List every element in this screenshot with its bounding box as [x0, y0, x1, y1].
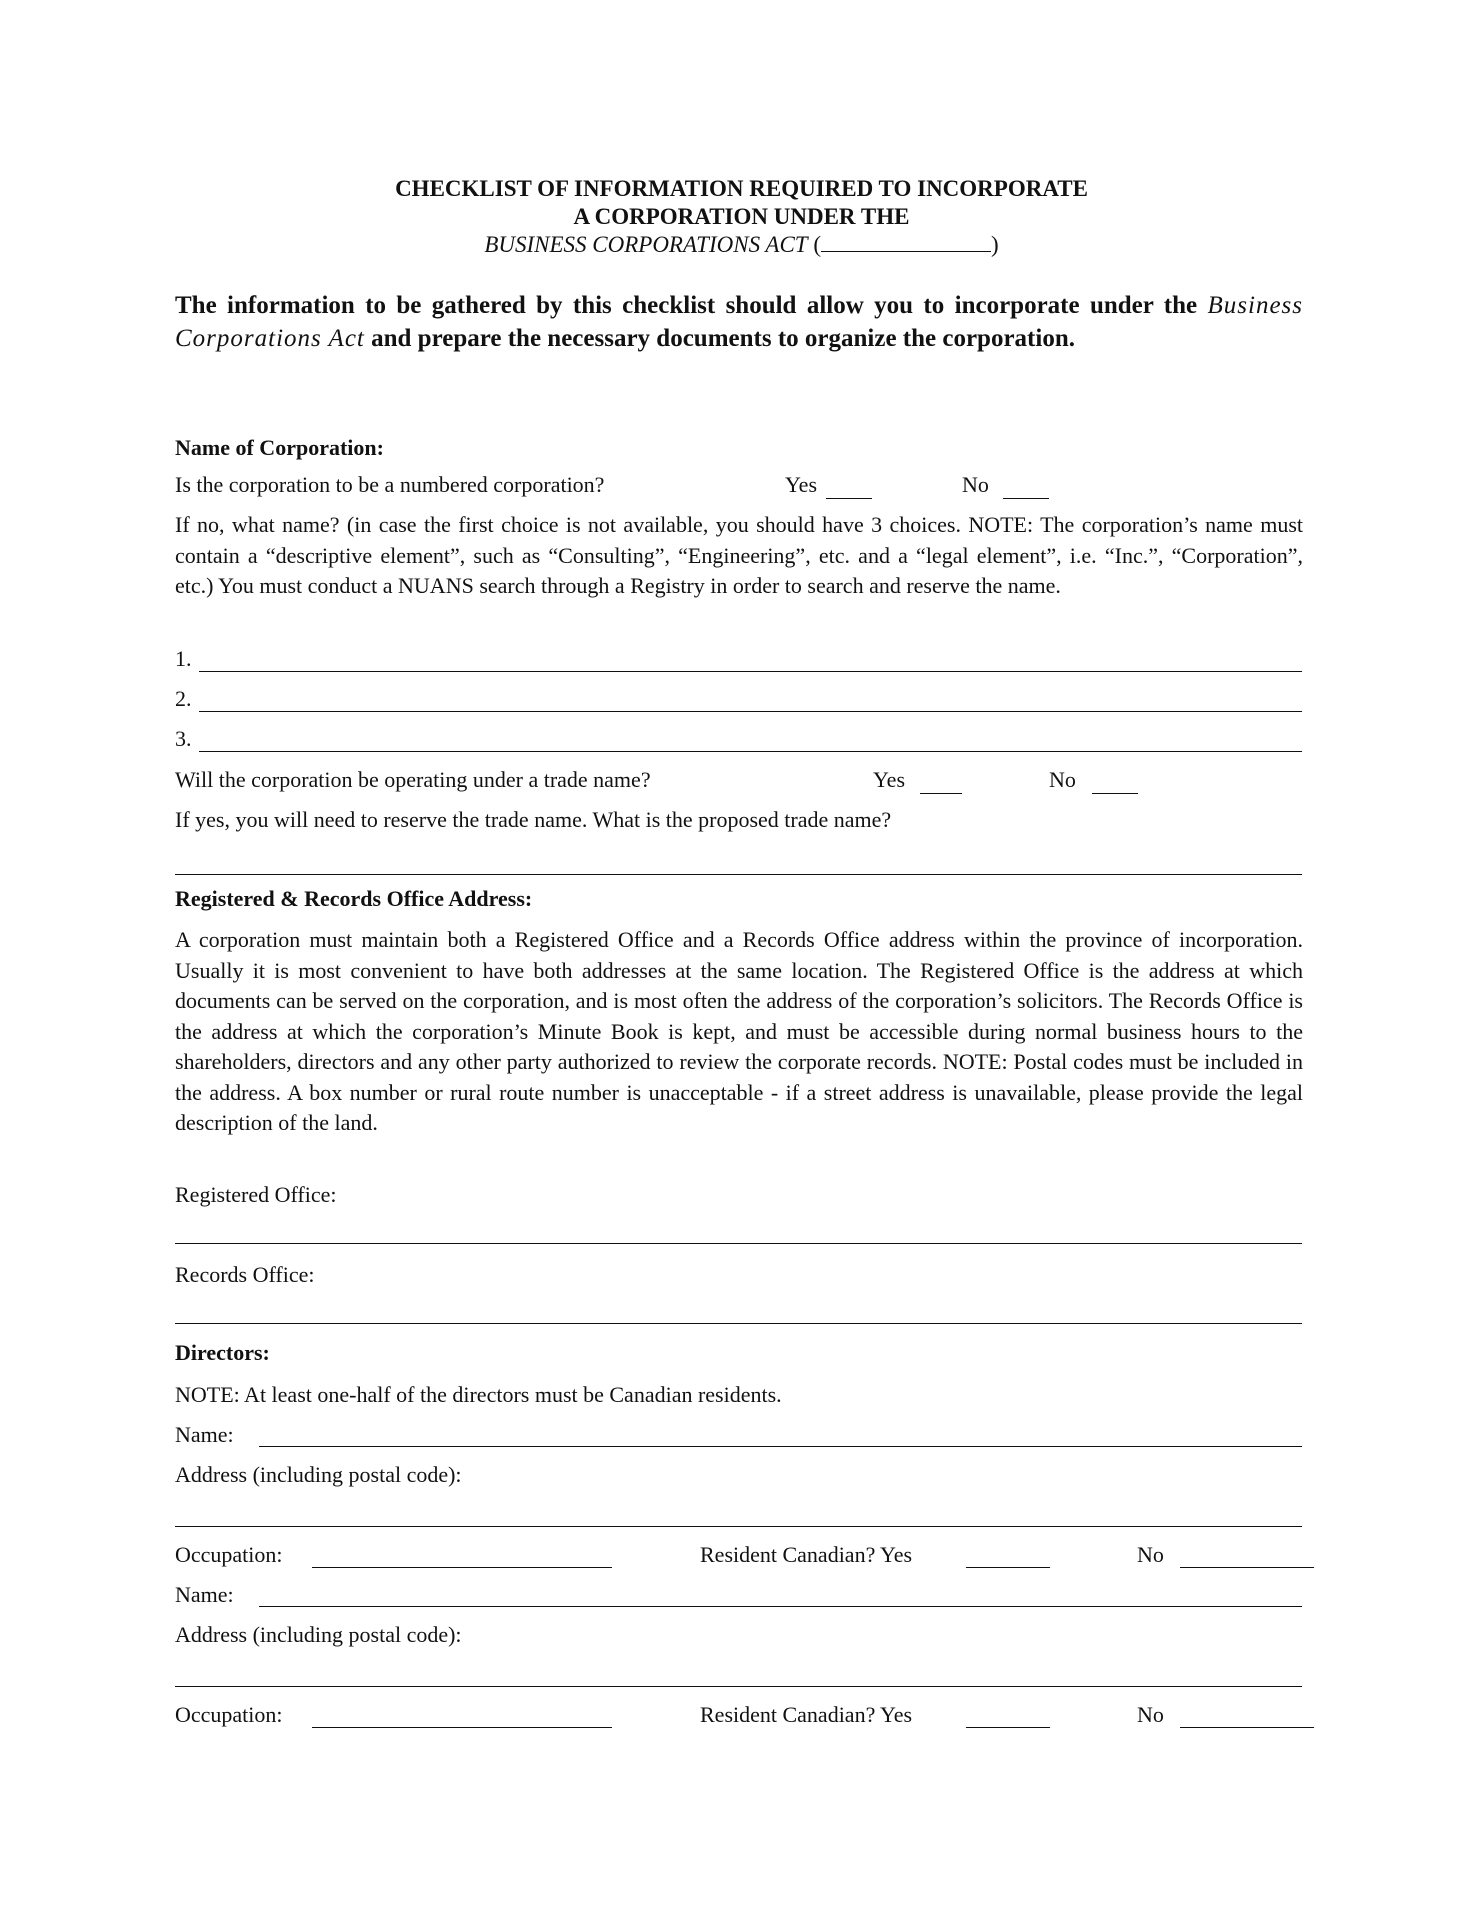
section-heading-directors: Directors: — [175, 1340, 270, 1365]
director-2-name-label: Name: — [175, 1582, 234, 1607]
section-heading-office: Registered & Records Office Address: — [175, 886, 533, 911]
document-title-line-2: A CORPORATION UNDER THE — [573, 204, 910, 229]
registered-office-line[interactable] — [175, 1243, 1302, 1244]
document-title-line-3: BUSINESS CORPORATIONS ACT ( ) — [484, 232, 999, 257]
director-1-address-line[interactable] — [175, 1526, 1302, 1527]
jurisdiction-blank[interactable] — [821, 250, 991, 252]
director-1-occupation-label: Occupation: — [175, 1542, 283, 1567]
document-title-line-1: CHECKLIST OF INFORMATION REQUIRED TO INCORPORATE — [395, 176, 1088, 201]
trade-name-question: Will the corporation be operating under a trade name? — [175, 767, 651, 792]
numbered-yes-blank[interactable] — [826, 498, 872, 499]
registered-office-label: Registered Office: — [175, 1182, 337, 1207]
trade-yes-blank[interactable] — [920, 793, 962, 794]
director-2-name-line[interactable] — [259, 1606, 1302, 1607]
section-heading-name: Name of Corporation: — [175, 435, 384, 460]
name-choice-3-line[interactable] — [199, 751, 1302, 752]
director-2-resident-yes-blank[interactable] — [966, 1727, 1050, 1728]
numbered-question: Is the corporation to be a numbered corporation? — [175, 472, 605, 497]
records-office-line[interactable] — [175, 1323, 1302, 1324]
intro-paragraph: The information to be gathered by this checklist should allow you to incorporate under the Business Corporations Act and prepare the necessary documents to organize the corporation. — [175, 292, 1303, 352]
director-1-occupation-line[interactable] — [312, 1567, 612, 1568]
choice-number-2: 2. — [175, 686, 192, 711]
director-1-resident-label: Resident Canadian? Yes — [700, 1542, 913, 1567]
trade-name-line[interactable] — [175, 874, 1302, 875]
director-1-no-label: No — [1137, 1542, 1164, 1567]
trade-yes-label: Yes — [873, 767, 906, 792]
director-1-resident-no-blank[interactable] — [1180, 1567, 1314, 1568]
director-2-resident-no-blank[interactable] — [1180, 1727, 1314, 1728]
director-2-address-line[interactable] — [175, 1686, 1302, 1687]
trade-name-prompt: If yes, you will need to reserve the trade name. What is the proposed trade name? — [175, 807, 892, 832]
trade-no-blank[interactable] — [1092, 793, 1138, 794]
director-2-occupation-line[interactable] — [312, 1727, 612, 1728]
choice-number-3: 3. — [175, 726, 192, 751]
records-office-label: Records Office: — [175, 1262, 315, 1287]
director-1-resident-yes-blank[interactable] — [966, 1567, 1050, 1568]
act-reference: Business Corporations Act — [175, 292, 1303, 352]
director-2-resident-label: Resident Canadian? Yes — [700, 1702, 913, 1727]
directors-note: NOTE: At least one-half of the directors must be Canadian residents. — [175, 1382, 782, 1407]
choice-number-1: 1. — [175, 646, 192, 671]
act-name: BUSINESS CORPORATIONS ACT — [484, 232, 808, 257]
numbered-no-label: No — [962, 472, 989, 497]
director-1-name-line[interactable] — [259, 1446, 1302, 1447]
numbered-no-blank[interactable] — [1003, 498, 1049, 499]
office-description: A corporation must maintain both a Registered Office and a Records Office address within the province of incorporation. Usually it is most convenient to have both addresses at the same location. The Registered Office is the address at which documents can be served on the corporation, and is most often the address of the corporation’s solicitors. The Records Office is the address at which the corporation’s Minute Book is kept, and must be accessible during normal business hours to the shareholders, directors and any other party authorized to review the corporate records. NOTE: Postal codes must be included in the address. A box number or rural route number is unacceptable - if a street address is unavailable, please provide the legal description of the land. — [175, 927, 1303, 1135]
director-1-name-label: Name: — [175, 1422, 234, 1447]
name-instructions: If no, what name? (in case the first choice is not available, you should have 3 choices. NOTE: The corporation’s name must contain a “descriptive element”, such as “Consulting”, “Engineering”, etc. and a “legal element”, i.e. “Inc.”, “Corporation”, etc.) You must conduct a NUANS search through a Registry in order to search and reserve the name. — [175, 512, 1303, 598]
director-2-no-label: No — [1137, 1702, 1164, 1727]
numbered-yes-label: Yes — [785, 472, 818, 497]
director-1-address-label: Address (including postal code): — [175, 1462, 462, 1487]
name-choice-1-line[interactable] — [199, 671, 1302, 672]
director-2-address-label: Address (including postal code): — [175, 1622, 462, 1647]
director-2-occupation-label: Occupation: — [175, 1702, 283, 1727]
name-choice-2-line[interactable] — [199, 711, 1302, 712]
trade-no-label: No — [1049, 767, 1076, 792]
